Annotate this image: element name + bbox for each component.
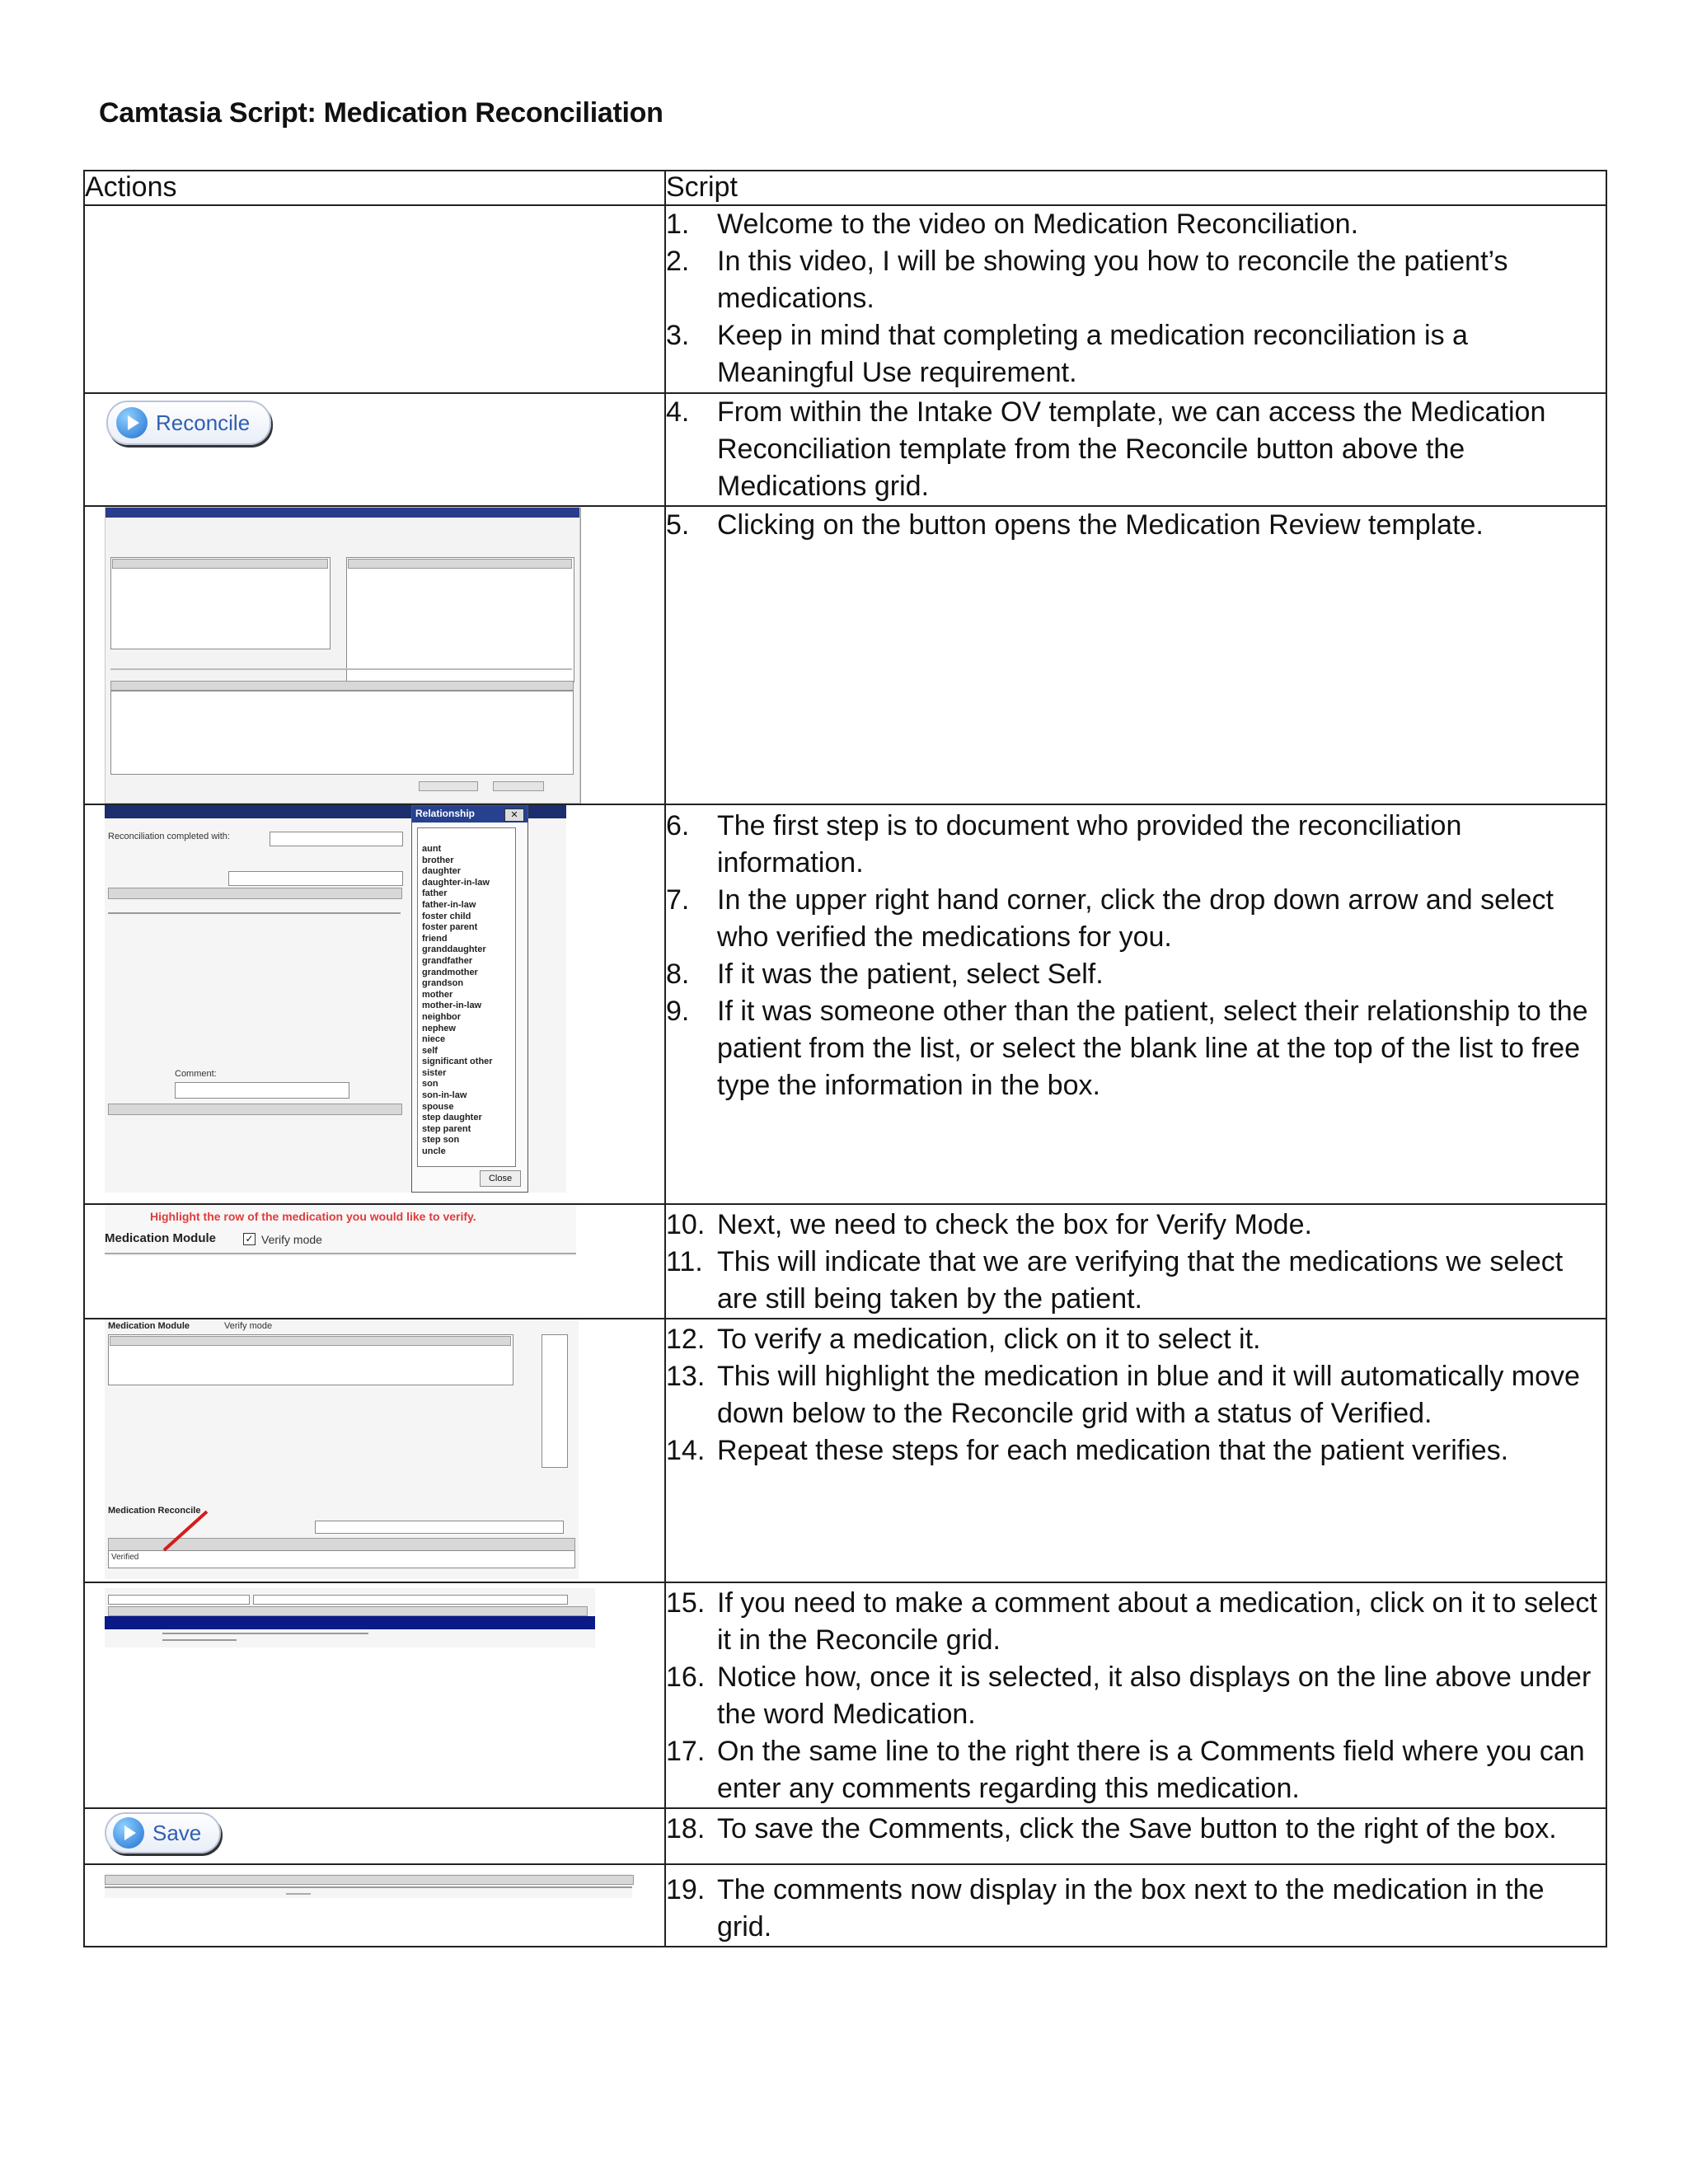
step-number: 10. [666, 1209, 706, 1240]
step-text: Welcome to the video on Medication Reconciliation. [717, 209, 1359, 240]
verify-mode-label: Verify mode [224, 1321, 273, 1331]
script-step [666, 1207, 1606, 1244]
relationship-option[interactable]: father-in-law [422, 899, 476, 910]
step-number: 15. [666, 1587, 706, 1619]
relationship-option[interactable]: spouse [422, 1101, 454, 1112]
relationship-option[interactable]: grandson [422, 978, 464, 989]
script-cell [665, 506, 1606, 804]
script-step [666, 317, 1606, 391]
reconcile-button-label: Reconcile [156, 410, 251, 435]
table-row [84, 393, 1606, 506]
step-number: 13. [666, 1361, 706, 1392]
page-title: Camtasia Script: Medication Reconciliation [99, 97, 663, 129]
action-cell-reconcile [84, 393, 665, 506]
step-text: If it was someone other than the patient, select their relationship to the patient from the list, or select the blank line at the top of the list to free type the information in the box. [717, 996, 1588, 1101]
step-number: 1. [666, 209, 690, 240]
script-step [666, 1872, 1606, 1946]
step-number: 8. [666, 958, 690, 990]
relationship-option[interactable]: son-in-law [422, 1090, 467, 1101]
step-number: 2. [666, 246, 690, 277]
table-row [84, 506, 1606, 804]
relationship-dialog [411, 805, 528, 1193]
script-step [666, 1585, 1606, 1659]
script-cell [665, 1808, 1606, 1864]
step-number: 17. [666, 1736, 706, 1767]
step-text: To verify a medication, click on it to select it. [717, 1324, 1261, 1355]
table-row [84, 1204, 1606, 1319]
relationship-option[interactable]: friend [422, 933, 448, 944]
comment-label: Comment: [175, 1069, 217, 1079]
action-cell-verify-grid [84, 1319, 665, 1582]
relationship-option[interactable]: step son [422, 1135, 460, 1146]
reconciliation-label: Reconciliation completed with: [108, 832, 230, 841]
script-step [666, 993, 1606, 1104]
script-step [666, 507, 1606, 544]
step-number: 4. [666, 396, 690, 428]
action-cell-comment-result [84, 1864, 665, 1947]
script-cell [665, 1582, 1606, 1808]
step-text: In the upper right hand corner, click the drop down arrow and select who verified the medications for you. [717, 884, 1554, 953]
relationship-option[interactable]: daughter [422, 866, 462, 877]
step-text: Repeat these steps for each medication that the patient verifies. [717, 1435, 1509, 1466]
script-cell [665, 205, 1606, 393]
step-number: 12. [666, 1324, 706, 1355]
step-text: Next, we need to check the box for Verify Mode. [717, 1209, 1312, 1240]
step-number: 5. [666, 509, 690, 541]
table-row [84, 1808, 1606, 1864]
script-step [666, 394, 1606, 505]
script-step [666, 808, 1606, 882]
action-cell-save [84, 1808, 665, 1864]
verify-instruction-text: Highlight the row of the medication you would like to verify. [150, 1210, 476, 1223]
script-step [666, 1321, 1606, 1358]
checkbox-checked-icon: ✓ [243, 1233, 256, 1245]
step-number: 11. [666, 1246, 703, 1277]
reconcile-button-image [106, 401, 271, 445]
step-text: If you need to make a comment about a medication, click on it to select it in the Reconcile grid. [717, 1587, 1597, 1656]
relationship-option[interactable]: grandmother [422, 967, 478, 977]
medication-module-label: Medication Module [105, 1231, 216, 1245]
script-step [666, 1244, 1606, 1318]
relationship-option[interactable]: aunt [422, 844, 442, 854]
script-step [666, 1358, 1606, 1432]
relationship-option[interactable]: uncle [422, 1146, 446, 1157]
relationship-option[interactable]: foster child [422, 911, 471, 921]
verify-mode-label: Verify mode [261, 1233, 322, 1246]
relationship-option[interactable]: daughter-in-law [422, 877, 490, 888]
relationship-option[interactable]: mother-in-law [422, 1001, 482, 1011]
play-circle-icon [116, 407, 148, 438]
action-cell-medication-review [84, 506, 665, 804]
table-row [84, 804, 1606, 1204]
status-verified-text: Verified [111, 1553, 139, 1562]
relationship-option[interactable]: significant other [422, 1057, 493, 1067]
relationship-option[interactable]: neighbor [422, 1011, 462, 1022]
relationship-option[interactable]: self [422, 1045, 438, 1056]
step-text: This will indicate that we are verifying that the medications we select are still being taken by the patient. [717, 1246, 1564, 1315]
script-step [666, 882, 1606, 956]
medication-reconcile-label: Medication Reconcile [108, 1506, 201, 1516]
step-number: 14. [666, 1435, 706, 1466]
script-step [666, 1659, 1606, 1733]
verify-mode-screenshot [105, 1205, 576, 1256]
relationship-option[interactable]: sister [422, 1067, 447, 1078]
table-row [84, 1582, 1606, 1808]
step-number: 3. [666, 320, 690, 351]
script-cell [665, 804, 1606, 1204]
step-text: If it was the patient, select Self. [717, 958, 1104, 990]
relationship-option[interactable]: step daughter [422, 1113, 482, 1123]
step-text: The first step is to document who provided the reconciliation information. [717, 810, 1462, 879]
step-number: 19. [666, 1874, 706, 1905]
action-cell-comment-grid [84, 1582, 665, 1808]
close-button: Close [480, 1170, 521, 1187]
relationship-option[interactable]: brother [422, 855, 454, 865]
script-table [83, 170, 1607, 1947]
medication-module-label: Medication Module [108, 1321, 190, 1331]
relationship-option[interactable]: foster parent [422, 922, 478, 933]
step-text: In this video, I will be showing you how to reconcile the patient’s medications. [717, 246, 1508, 314]
step-text: To save the Comments, click the Save button to the right of the box. [717, 1813, 1557, 1844]
script-step [666, 206, 1606, 243]
play-circle-icon [113, 1817, 144, 1849]
script-step [666, 1811, 1606, 1848]
relationship-option[interactable]: son [422, 1079, 438, 1090]
relationship-option[interactable]: step parent [422, 1123, 471, 1134]
step-text: Notice how, once it is selected, it also displays on the line above under the word Medication. [717, 1661, 1592, 1730]
relationship-option[interactable]: grandfather [422, 955, 473, 966]
step-text: Clicking on the button opens the Medication Review template. [717, 509, 1484, 541]
table-row [84, 1319, 1606, 1582]
table-header-row [84, 171, 1606, 205]
script-step [666, 243, 1606, 317]
action-cell-empty [84, 205, 665, 393]
relationship-option[interactable]: father [422, 888, 448, 899]
save-button-label: Save [152, 1820, 202, 1845]
relationship-dialog-title: Relationship [415, 808, 476, 819]
selected-row-highlight [105, 1616, 595, 1629]
relationship-option[interactable]: granddaughter [422, 944, 486, 955]
relationship-option[interactable]: niece [422, 1034, 446, 1045]
script-cell [665, 1864, 1606, 1947]
verify-grid-screenshot [105, 1319, 579, 1579]
close-icon: ✕ [504, 808, 524, 822]
script-step [666, 1733, 1606, 1807]
action-cell-verify-mode [84, 1204, 665, 1319]
relationship-option[interactable]: mother [422, 989, 453, 1000]
script-step [666, 956, 1606, 993]
script-cell [665, 393, 1606, 506]
script-cell [665, 1204, 1606, 1319]
step-number: 7. [666, 884, 690, 916]
save-button-image [105, 1812, 221, 1854]
step-text: The comments now display in the box next to the medication in the grid. [717, 1874, 1545, 1943]
comment-grid-screenshot [105, 1588, 595, 1647]
step-text: On the same line to the right there is a Comments field where you can enter any comments regarding this medication. [717, 1736, 1585, 1804]
step-number: 9. [666, 996, 690, 1027]
relationship-options-list [422, 844, 493, 1158]
action-cell-relationship [84, 804, 665, 1204]
script-cell [665, 1319, 1606, 1582]
step-number: 18. [666, 1813, 706, 1844]
step-text: This will highlight the medication in blue and it will automatically move down below to the Reconcile grid with a status of Verified. [717, 1361, 1580, 1429]
step-text: Keep in mind that completing a medication reconciliation is a Meaningful Use requirement. [717, 320, 1468, 388]
table-row [84, 205, 1606, 393]
comment-result-screenshot [105, 1873, 632, 1898]
step-number: 6. [666, 810, 690, 841]
script-step [666, 1432, 1606, 1469]
relationship-screenshot [105, 805, 566, 1193]
relationship-option[interactable]: nephew [422, 1023, 456, 1033]
medication-review-screenshot [105, 507, 580, 804]
table-row [84, 1864, 1606, 1947]
step-text: From within the Intake OV template, we can access the Medication Reconciliation template from the Reconcile button above the Medications grid. [717, 396, 1546, 502]
actions-header: Actions [84, 171, 665, 205]
script-header: Script [665, 171, 1606, 205]
step-number: 16. [666, 1661, 706, 1693]
